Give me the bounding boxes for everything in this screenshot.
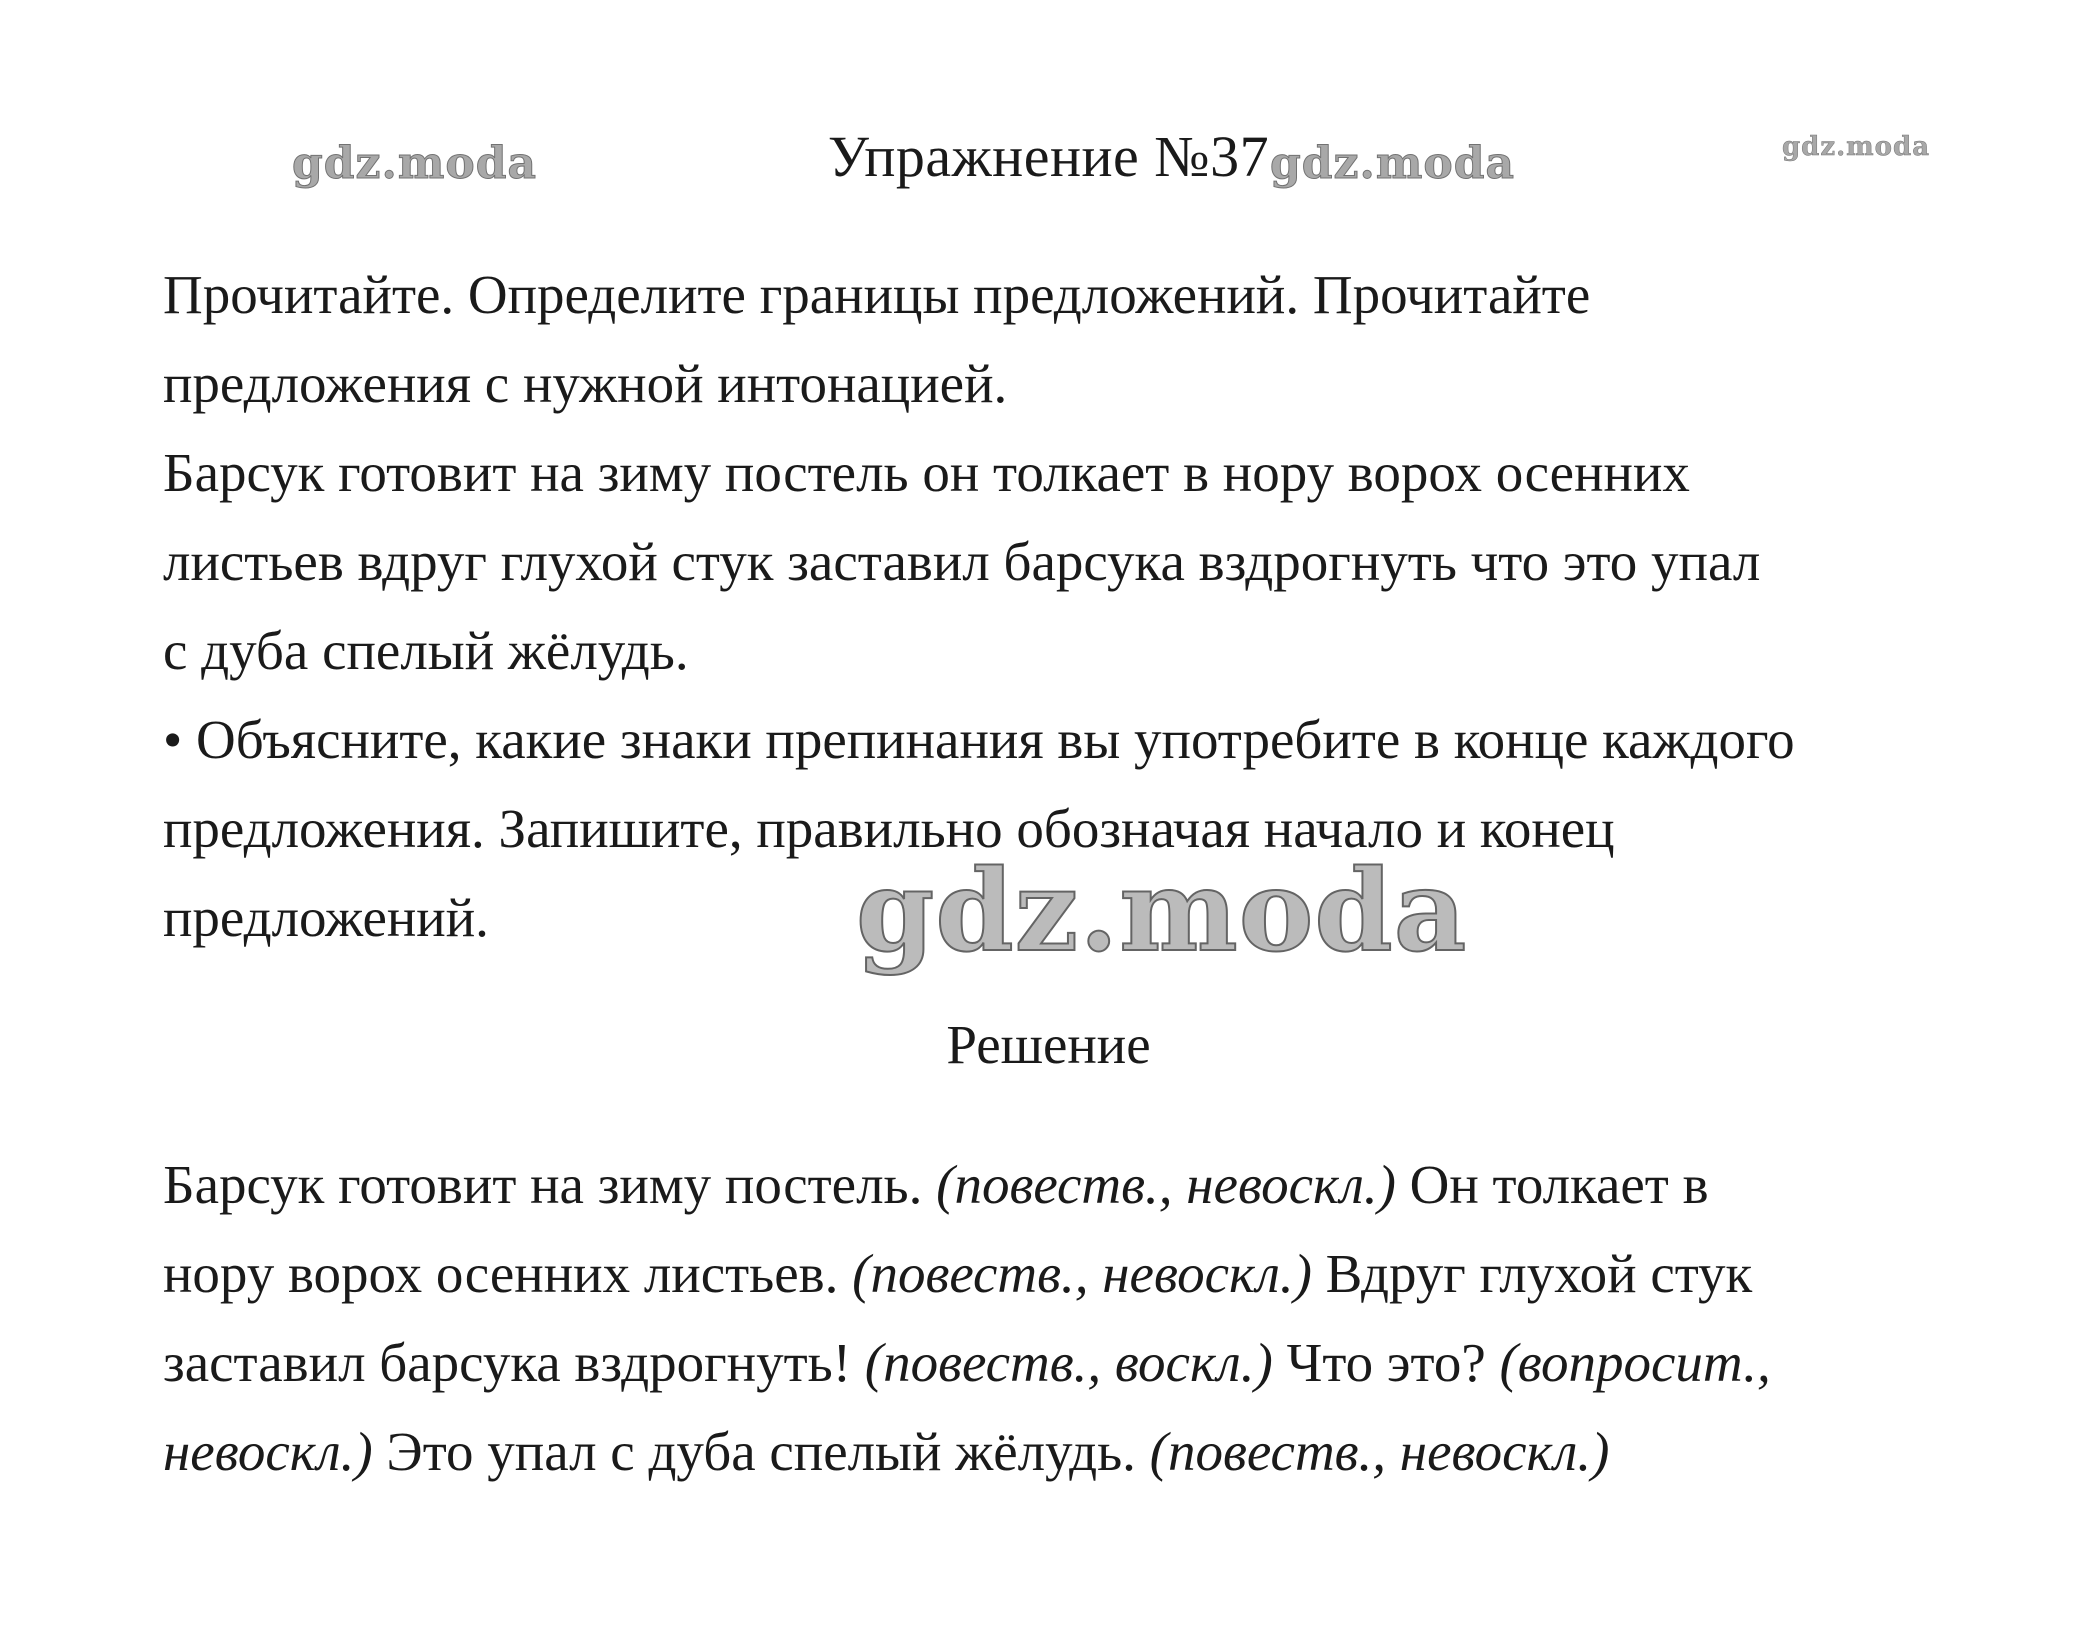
answer-sentence: Что это? <box>1272 1332 1500 1393</box>
answer-line <box>163 1229 1963 1318</box>
answer-line <box>163 1140 1963 1229</box>
answer-sentence: Это упал с дуба спелый жёлудь. <box>372 1421 1150 1482</box>
answer-sentence: нору ворох осенних листьев. <box>163 1243 853 1304</box>
task-line: с дуба спелый жёлудь. <box>163 620 689 681</box>
sentence-type-note: (повеств., невоскл.) <box>852 1243 1312 1304</box>
watermark-logo: gdz.moda <box>292 138 538 189</box>
task-line: • Объясните, какие знаки препинания вы употребите в конце каждого <box>163 709 1795 770</box>
answer-line <box>163 1318 1963 1407</box>
task-line: листьев вдруг глухой стук заставил барсука вздрогнуть что это упал <box>163 531 1761 592</box>
task-line: предложения. Запишите, правильно обозначая начало и конец <box>163 798 1615 859</box>
watermark-logo: gdz.moda <box>1782 132 1931 162</box>
sentence-type-note: невоскл.) <box>163 1421 373 1482</box>
watermark-logo: gdz.moda <box>1270 138 1516 189</box>
answer-text <box>163 1140 1963 1496</box>
exercise-title: Упражнение №37 <box>827 124 1270 189</box>
answer-sentence: Барсук готовит на зиму постель. <box>163 1154 937 1215</box>
answer-sentence: Вдруг глухой стук <box>1311 1243 1753 1304</box>
watermark-logo-large: gdz.moda <box>856 846 1468 977</box>
sentence-type-note: (повеств., невоскл.) <box>936 1154 1396 1215</box>
task-line: предложений. <box>163 887 489 948</box>
sentence-type-note: (повеств., невоскл.) <box>1149 1421 1610 1482</box>
sentence-type-note: (повеств., воскл.) <box>864 1332 1273 1393</box>
answer-line <box>163 1407 1963 1496</box>
solution-heading: Решение <box>946 1014 1151 1075</box>
answer-sentence: заставил барсука вздрогнуть! <box>163 1332 865 1393</box>
answer-sentence: Он толкает в <box>1395 1154 1709 1215</box>
sentence-type-note: (вопросит., <box>1499 1332 1771 1393</box>
task-line: предложения с нужной интонацией. <box>163 353 1008 414</box>
task-line: Прочитайте. Определите границы предложений. Прочитайте <box>163 264 1591 325</box>
task-line: Барсук готовит на зиму постель он толкает в нору ворох осенних <box>163 442 1690 503</box>
